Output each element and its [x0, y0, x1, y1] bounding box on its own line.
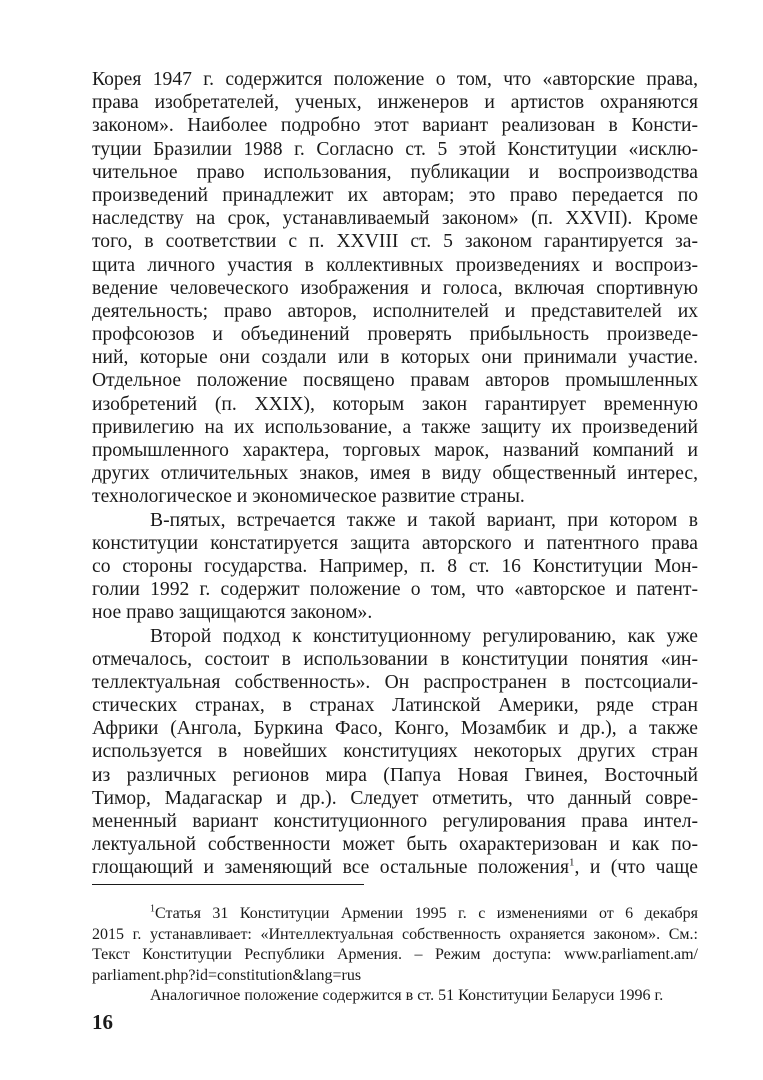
- paragraph-end-line: технологическое и экономическое развитие страны.: [92, 486, 525, 508]
- text-line: мененный вариант конституционного регулирования права интел-: [92, 811, 698, 832]
- text-segment: , и (что чаще: [574, 857, 698, 879]
- text-line: чительное право использования, публикации и воспроизводства: [92, 161, 698, 183]
- text-line: щита личного участия в коллективных произведениях и воспроиз-: [92, 254, 698, 276]
- text-line: законом». Наиболее подробно этот вариант реализован в Консти-: [92, 115, 698, 137]
- text-line: туции Бразилии 1988 г. Согласно ст. 5 этой Конституции «исклю-: [92, 138, 698, 160]
- text-segment: глощающий и заменяющий все остальные положения: [92, 857, 570, 879]
- footnote-line: parliament.php?id=constitution&lang=rus: [92, 966, 362, 984]
- text-line: лектуальной собственности может быть охарактеризован и как по-: [92, 834, 698, 856]
- paragraph-end-line: ное право защищаются законом».: [92, 602, 373, 624]
- text-line: деятельность; право авторов, исполнителей и представителей их: [92, 300, 698, 322]
- text-line: изобретений (п. XXIX), которым закон гарантирует временную: [92, 393, 698, 415]
- footnote-line: Аналогичное положение содержится в ст. 51 Конституции Беларуси 1996 г.: [150, 987, 664, 1004]
- text-line: Тимор, Мадагаскар и др.). Следует отметить, что данный совре-: [92, 787, 698, 809]
- text-line: со стороны государства. Например, п. 8 ст. 16 Конституции Мон-: [92, 555, 698, 577]
- text-line: Корея 1947 г. содержится положение о том, что «авторские права,: [92, 69, 698, 90]
- text-line: теллектуальная собственность». Он распространен в постсоциали-: [92, 671, 698, 693]
- text-line: ведение человеческого изображения и голоса, включая спортивную: [92, 277, 698, 299]
- text-line: привилегию на их использование, а также защиту их произведений: [92, 416, 698, 438]
- text-line: права изобретателей, ученых, инженеров и артистов охраняются: [92, 92, 698, 114]
- footnote-text: Статья 31 Конституции Армении 1995 г. с изменениями от 6 декабря: [155, 905, 698, 922]
- footnote-marker: 1: [150, 903, 155, 915]
- text-line: голии 1992 г. содержит положение о том, что «авторское и патент-: [92, 579, 698, 601]
- footnote-line: [92, 904, 698, 925]
- footnotes: [92, 904, 698, 1007]
- text-line: конституции констатируется защита авторского и патентного права: [92, 532, 698, 554]
- text-line: стических странах, в странах Латинской Америки, ряде стран: [92, 695, 698, 717]
- text-line: из различных регионов мира (Папуа Новая Гвинея, Восточный: [92, 764, 698, 786]
- text-line: других отличительных знаков, имея в виду общественный интерес,: [92, 463, 698, 485]
- text-line: Африки (Ангола, Буркина Фасо, Конго, Мозамбик и др.), а также: [92, 718, 698, 740]
- footnote-separator: [92, 884, 364, 885]
- text-line: ний, которые они создали или в которых они принимали участие.: [92, 347, 698, 369]
- text-line: отмечалось, состоит в использовании в конституции понятия «ин-: [92, 648, 698, 670]
- text-line: наследству на срок, устанавливаемый законом» (п. XXVII). Кроме: [92, 208, 698, 230]
- body-text: [92, 68, 698, 880]
- text-line-with-footnote-ref: [92, 856, 698, 879]
- footnote-line: Текст Конституции Республики Армения. – Режим доступа: www.parliament.am/: [92, 946, 698, 963]
- footnote-line: 2015 г. устанавливает: «Интеллектуальная собственность охраняется законом». См.:: [92, 925, 698, 943]
- paragraph-start-line: Второй подход к конституционному регулированию, как уже: [150, 625, 698, 647]
- page-number: 16: [92, 1010, 113, 1034]
- text-line: профсоюзов и объединений проверять прибыльность произведе-: [92, 324, 698, 346]
- text-line: промышленного характера, торговых марок, названий компаний и: [92, 440, 698, 461]
- text-line: того, в соответствии с п. XXVIII ст. 5 законом гарантируется за-: [92, 231, 698, 253]
- paragraph-start-line: В-пятых, встречается также и такой вариант, при котором в: [150, 509, 698, 531]
- text-line: произведений принадлежит их авторам; это право передается по: [92, 184, 698, 206]
- footnote-reference[interactable]: 1: [569, 856, 575, 869]
- text-line: Отдельное положение посвящено правам авторов промышленных: [92, 370, 698, 392]
- text-line: используется в новейших конституциях некоторых других стран: [92, 741, 698, 763]
